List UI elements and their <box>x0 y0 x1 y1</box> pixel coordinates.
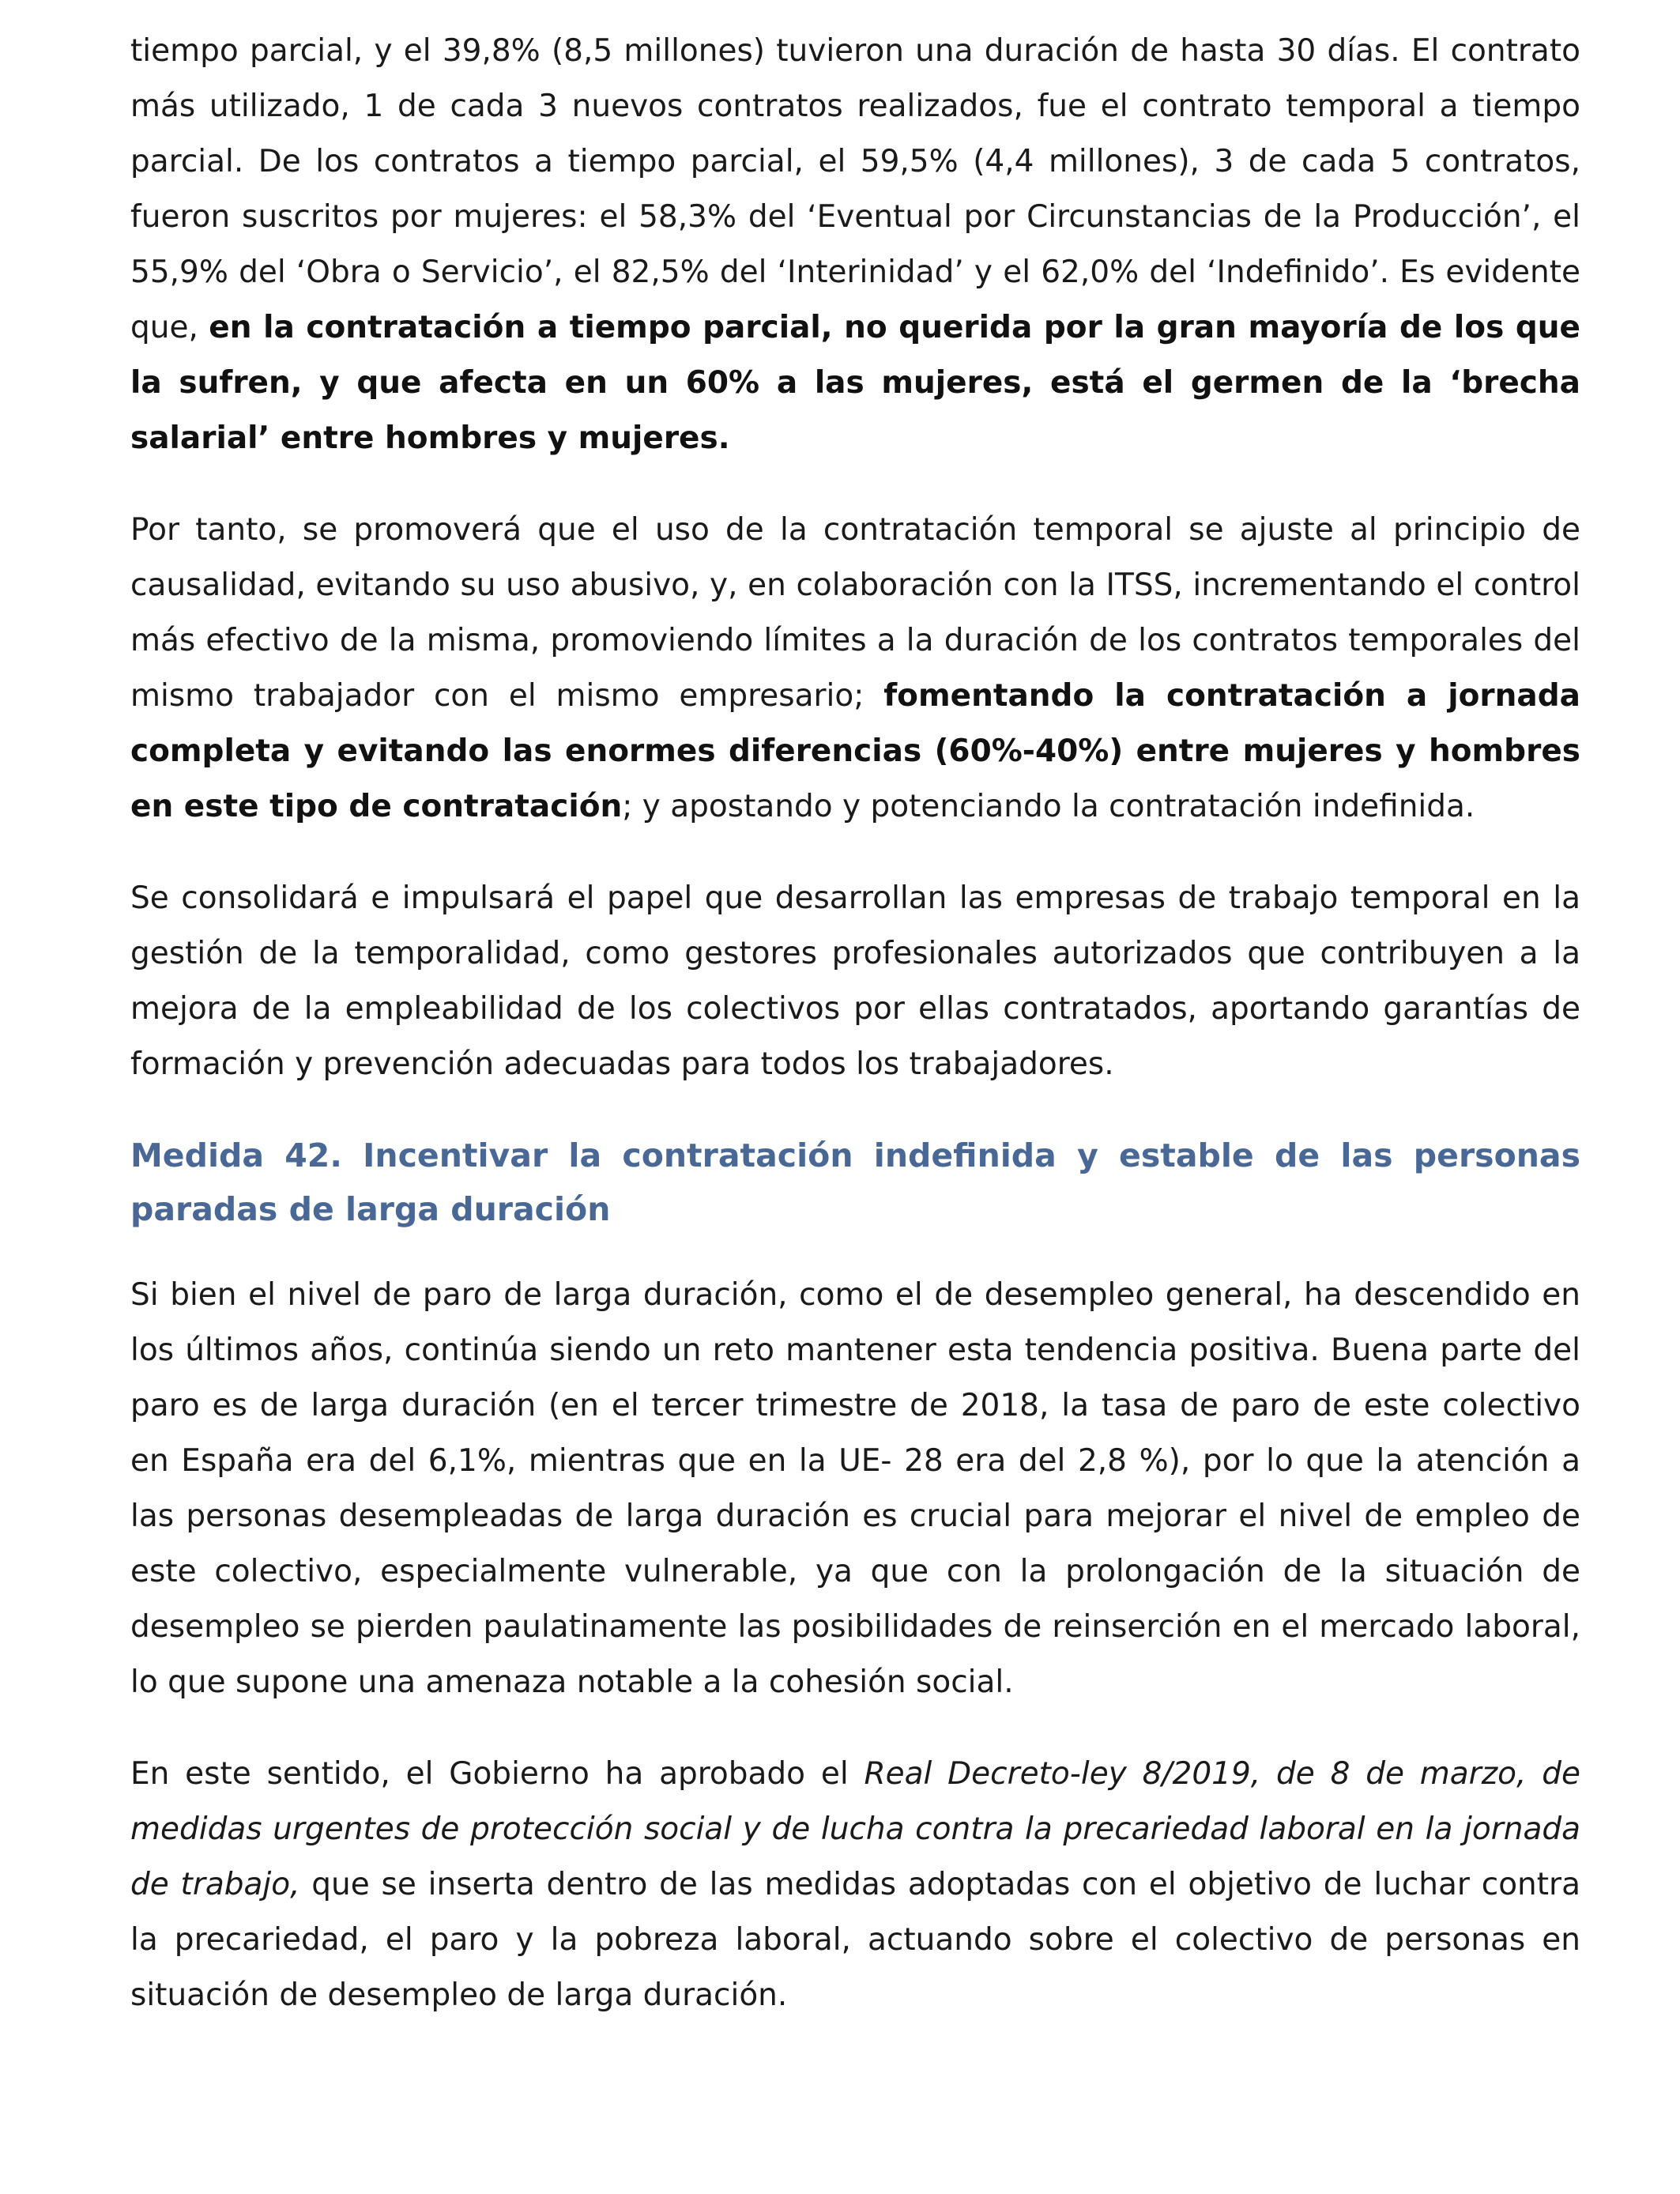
paragraph-text: Por tanto, se promoverá que el uso de la contratación temporal se ajuste al principio de causalidad, evitando su uso abusivo, y, en colaboración con la ITSS, incrementando el control más efectivo de la misma, promoviendo límites a la duración de los contratos temporales del mismo trabajador con el mismo empresario; <box>130 512 1580 714</box>
paragraph-text: En este sentido, el Gobierno ha aprobado el <box>130 1756 864 1792</box>
paragraph-text: ; y apostando y potenciando la contratación indefinida. <box>622 789 1475 824</box>
paragraph-temporary-contracts <box>130 503 1580 835</box>
paragraph-text: Si bien el nivel de paro de larga duración, como el de desempleo general, ha descendido en los últimos años, continúa siendo un reto mantener esta tendencia positiva. Buena parte del paro es de larga duración (en el tercer trimestre de 2018, la tasa de paro de este colectivo en España era del 6,1%, mientras que en la UE- 28 era del 2,8 %), por lo que la atención a las personas desempleadas de larga duración es crucial para mejorar el nivel de empleo de este colectivo, especialmente vulnerable, ya que con la prolongación de la situación de desempleo se pierden paulatinamente las posibilidades de reinserción en el mercado laboral, lo que supone una amenaza notable a la cohesión social. <box>130 1277 1580 1700</box>
bold-emphasis: fomentando la contratación a jornada completa y evitando las enormes diferencias (60%-40%) entre mujeres y hombres en este tipo de contratación <box>130 678 1580 824</box>
section-heading-medida-42: Medida 42. Incentivar la contratación indefinida y estable de las personas paradas de larga duración <box>130 1137 1580 1228</box>
paragraph-royal-decree <box>130 1747 1580 2023</box>
paragraph-temp-agencies <box>130 871 1580 1092</box>
paragraph-text: tiempo parcial, y el 39,8% (8,5 millones) tuvieron una duración de hasta 30 días. El contrato más utilizado, 1 de cada 3 nuevos contratos realizados, fue el contrato temporal a tiempo parcial. De los contratos a tiempo parcial, el 59,5% (4,4 millones), 3 de cada 5 contratos, fueron suscritos por mujeres: el 58,3% del ‘Eventual por Circunstancias de la Producción’, el 55,9% del ‘Obra o Servicio’, el 82,5% del ‘Interinidad’ y el 62,0% del ‘Indefinido’. Es evidente que, <box>130 33 1580 345</box>
bold-emphasis: en la contratación a tiempo parcial, no querida por la gran mayoría de los que la sufren, y que afecta en un 60% a las mujeres, está el germen de la ‘brecha salarial’ entre hombres y mujeres. <box>130 310 1580 456</box>
paragraph-text: que se inserta dentro de las medidas adoptadas con el objetivo de luchar contra la precariedad, el paro y la pobreza laboral, actuando sobre el colectivo de personas en situación de desempleo de larga duración. <box>130 1867 1580 2013</box>
italic-decree-title: Real Decreto-ley 8/2019, de 8 de marzo, de medidas urgentes de protección social y de lucha contra la precariedad laboral en la jornada de trabajo, <box>130 1756 1580 1902</box>
document-page <box>130 24 1580 2060</box>
paragraph-partial-time-contracts <box>130 24 1580 466</box>
paragraph-text: Se consolidará e impulsará el papel que desarrollan las empresas de trabajo temporal en la gestión de la temporalidad, como gestores profesionales autorizados que contribuyen a la mejora de la empleabilidad de los colectivos por ellas contratados, aportando garantías de formación y prevención adecuadas para todos los trabajadores. <box>130 880 1580 1082</box>
paragraph-long-term-unemployment <box>130 1268 1580 1710</box>
